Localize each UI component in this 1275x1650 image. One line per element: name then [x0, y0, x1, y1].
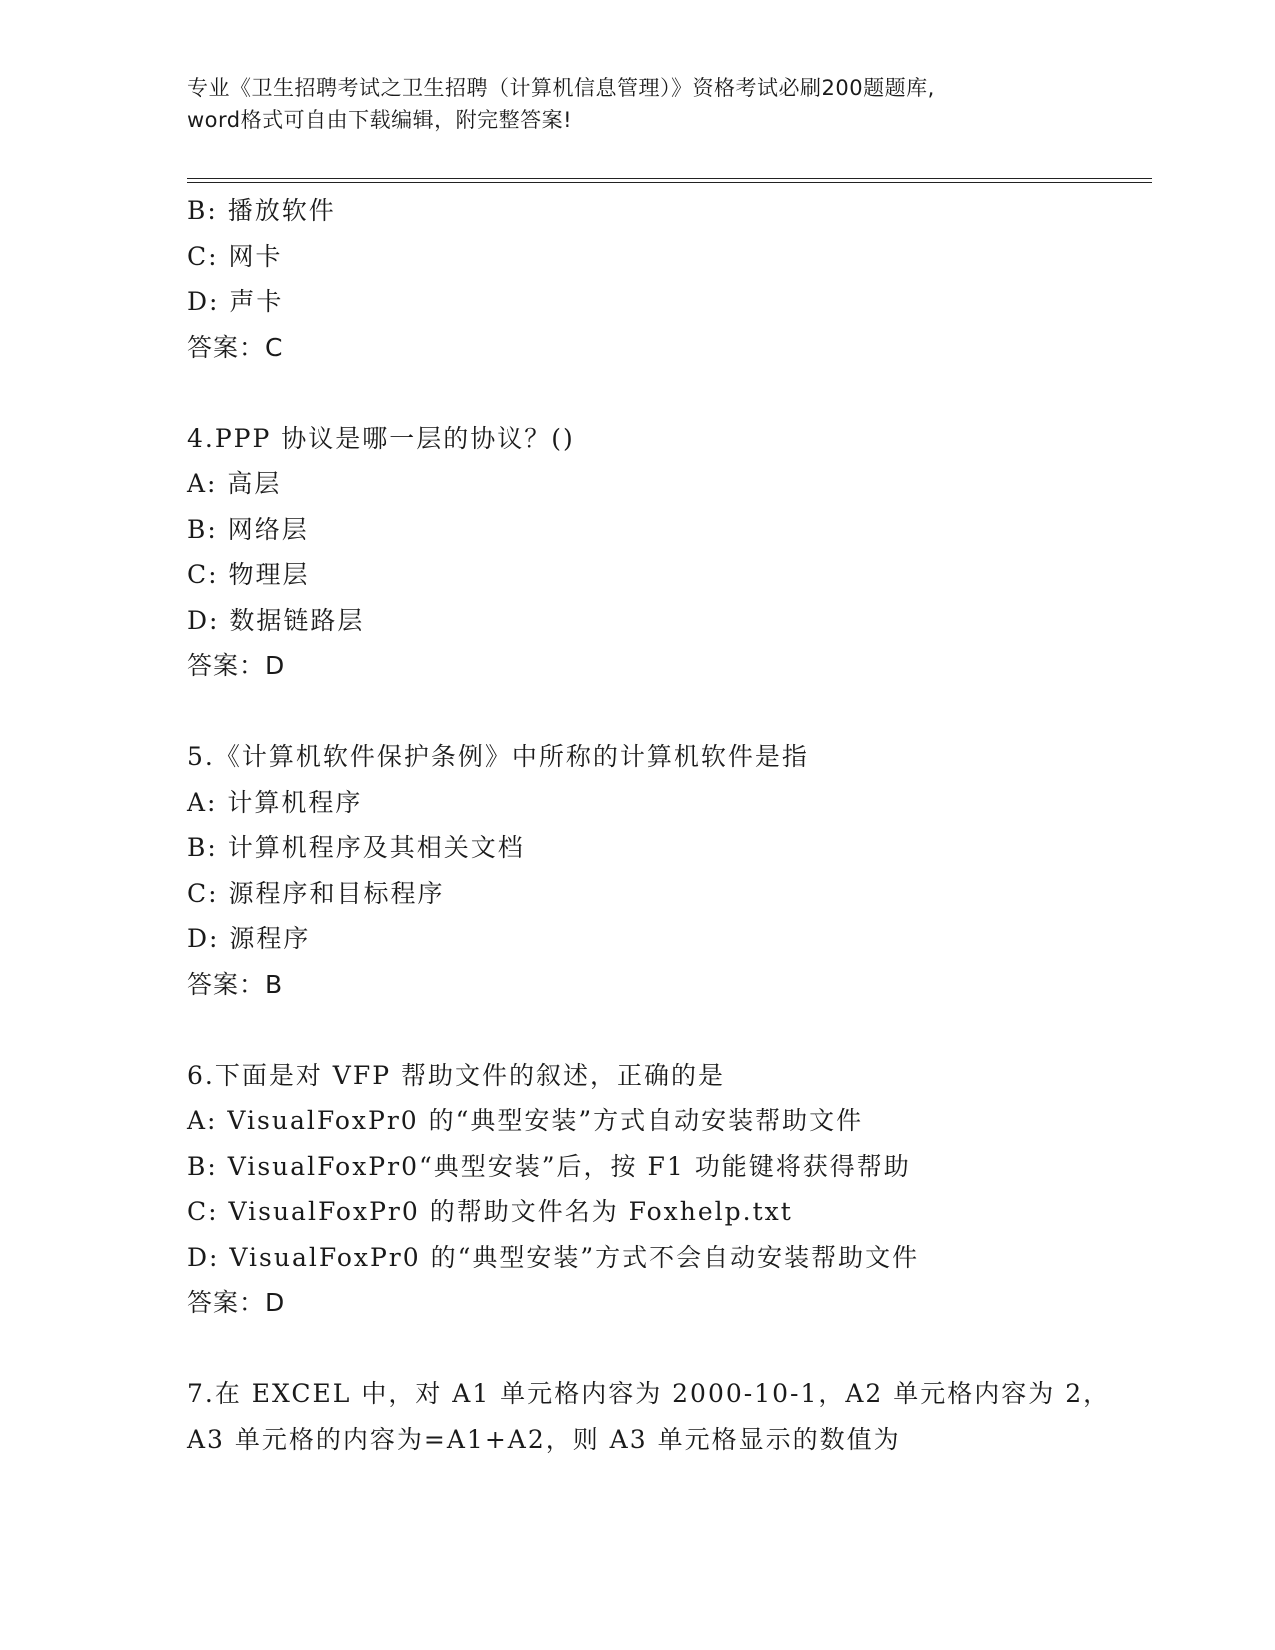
option-d: D: VisualFoxPr0 的“典型安装”方式不会自动安装帮助文件 — [187, 1242, 920, 1272]
option-b: B: 计算机程序及其相关文档 — [187, 833, 525, 862]
question-block — [187, 416, 1152, 689]
header-divider — [187, 178, 1152, 183]
option-b: B: 播放软件 — [187, 196, 336, 225]
question-text-line-1: 7.在 EXCEL 中，对 A1 单元格内容为 2000-10-1，A2 单元格内容为 2， — [187, 1379, 1111, 1408]
option-b: B: VisualFoxPr0“典型安装”后，按 F1 功能键将获得帮助 — [187, 1151, 911, 1181]
option-a: A: 计算机程序 — [187, 787, 363, 817]
answer-line: 答案：C — [187, 332, 284, 362]
question-text: 6.下面是对 VFP 帮助文件的叙述，正确的是 — [187, 1060, 725, 1090]
option-c: C: 源程序和目标程序 — [187, 878, 445, 908]
question-block — [187, 1053, 1152, 1326]
option-b: B: 网络层 — [187, 514, 309, 544]
question-block — [187, 188, 1152, 370]
answer-line: 答案：B — [187, 969, 284, 999]
option-d: D: 源程序 — [187, 924, 311, 953]
document-header — [187, 72, 1087, 136]
question-block — [187, 1371, 1152, 1462]
header-line-2: word格式可自由下载编辑，附完整答案! — [187, 108, 573, 132]
header-line-1: 专业《卫生招聘考试之卫生招聘（计算机信息管理）》资格考试必刷200题题库, — [187, 76, 935, 100]
option-a: A: 高层 — [187, 469, 282, 498]
question-text: 5.《计算机软件保护条例》中所称的计算机软件是指 — [187, 742, 809, 771]
option-d: D: 声卡 — [187, 287, 284, 316]
option-c: C: VisualFoxPr0 的帮助文件名为 Foxhelp.txt — [187, 1197, 793, 1226]
question-block — [187, 734, 1152, 1007]
option-a: A: VisualFoxPr0 的“典型安装”方式自动安装帮助文件 — [187, 1106, 864, 1135]
question-content — [187, 188, 1152, 1462]
option-d: D: 数据链路层 — [187, 605, 365, 635]
question-text: 4.PPP 协议是哪一层的协议？() — [187, 423, 575, 453]
option-c: C: 物理层 — [187, 560, 310, 589]
question-text-line-2: A3 单元格的内容为=A1+A2，则 A3 单元格显示的数值为 — [187, 1424, 901, 1454]
answer-line: 答案：D — [187, 1288, 286, 1317]
option-c: C: 网卡 — [187, 241, 283, 271]
answer-line: 答案：D — [187, 651, 286, 680]
